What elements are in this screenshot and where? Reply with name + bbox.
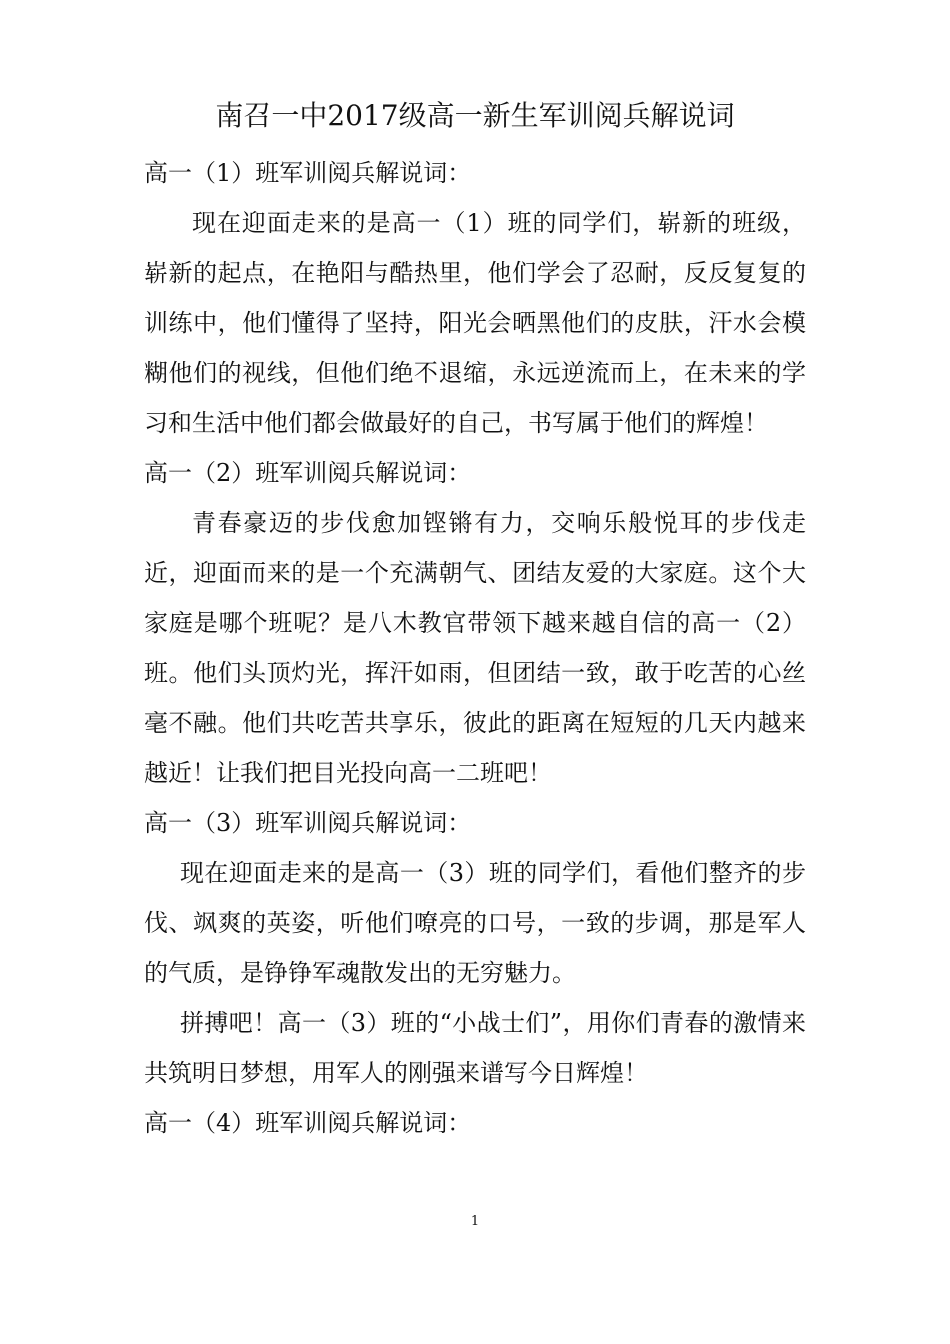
section-heading-class-1: 高一（1）班军训阅兵解说词： bbox=[144, 159, 472, 187]
section-paragraph: 现在迎面走来的是高一（3）班的同学们，看他们整齐的步伐、飒爽的英姿，听他们嘹亮的口号，一致的步调，那是军人的气质，是铮铮军魂散发出的无穷魅力。 bbox=[144, 859, 806, 987]
section-paragraph: 拼搏吧！高一（3）班的“小战士们”，用你们青春的激情来共筑明日梦想，用军人的刚强来谱写今日辉煌！ bbox=[144, 1009, 806, 1087]
section-heading-class-3: 高一（3）班军训阅兵解说词： bbox=[144, 809, 472, 837]
document-body bbox=[144, 148, 806, 1148]
section-heading-class-2: 高一（2）班军训阅兵解说词： bbox=[144, 459, 472, 487]
section-paragraph: 青春豪迈的步伐愈加铿锵有力，交响乐般悦耳的步伐走近，迎面而来的是一个充满朝气、团结友爱的大家庭。这个大家庭是哪个班呢？是八木教官带领下越来越自信的高一（2）班。他们头顶灼光，挥汗如雨，但团结一致，敢于吃苦的心丝毫不融。他们共吃苦共享乐，彼此的距离在短短的几天内越来越近！让我们把目光投向高一二班吧！ bbox=[144, 509, 806, 787]
section-heading-class-4: 高一（4）班军训阅兵解说词： bbox=[144, 1109, 472, 1137]
page-number: 1 bbox=[470, 1214, 480, 1229]
section-paragraph: 现在迎面走来的是高一（1）班的同学们，崭新的班级，崭新的起点，在艳阳与酷热里，他们学会了忍耐，反反复复的训练中，他们懂得了坚持，阳光会晒黑他们的皮肤，汗水会模糊他们的视线，但他们绝不退缩，永远逆流而上，在未来的学习和生活中他们都会做最好的自己，书写属于他们的辉煌！ bbox=[144, 209, 806, 437]
document-title: 南召一中2017级高一新生军训阅兵解说词 bbox=[215, 99, 735, 132]
